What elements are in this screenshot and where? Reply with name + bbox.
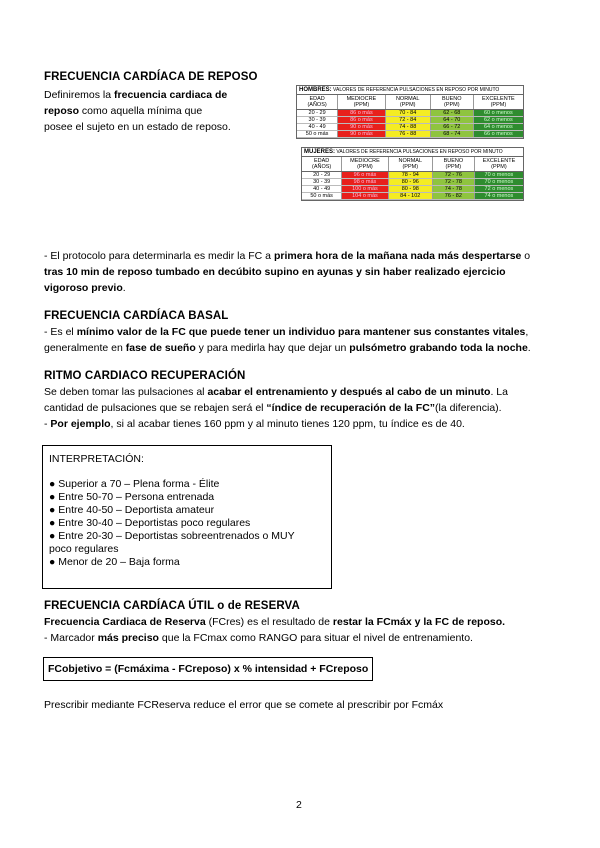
list-item: ● Entre 40-50 – Deportista amateur [49, 504, 215, 516]
header-cell: EDAD (AÑOS) [302, 157, 342, 172]
cell-mediocre: 100 o más [342, 186, 388, 193]
cell-excelente: 70 o menos [474, 172, 523, 179]
table-grid [297, 95, 523, 138]
table-row [297, 124, 523, 131]
cell-normal: 78 - 94 [388, 172, 432, 179]
reposo-paragraph [44, 87, 231, 135]
list-item: ● Entre 30-40 – Deportistas poco regulares [49, 517, 251, 529]
cell-bueno: 76 - 82 [432, 193, 474, 200]
table-hombres [296, 85, 524, 139]
text-bold: “índice de recuperación de la FC” [266, 402, 436, 414]
text: y para medirla hay que dejar un [195, 342, 350, 354]
header-cell: EXCELENTE (PPM) [474, 157, 523, 172]
table-header-row [297, 95, 523, 110]
text: que la FCmax como RANGO para situar el nivel de entrenamiento. [158, 632, 473, 644]
cell-mediocre: 96 o más [342, 172, 388, 179]
cell-normal: 74 - 88 [385, 124, 430, 131]
cell-bueno: 72 - 78 [432, 179, 474, 186]
caption-text: VALORES DE REFERENCIA PULSACIONES EN REPOSO POR MINUTO [331, 87, 500, 93]
cell-age: 20 - 29 [302, 172, 342, 179]
cell-mediocre: 104 o más [342, 193, 388, 200]
text: posee el sujeto en un estado de reposo. [44, 121, 231, 133]
basal-paragraph [44, 324, 564, 356]
text-bold: Por ejemplo [50, 418, 111, 430]
recuperacion-paragraph [44, 384, 564, 432]
cell-mediocre: 86 o más [338, 117, 385, 124]
table-row [297, 110, 523, 117]
text-bold: restar la FCmáx y la FC de reposo. [332, 616, 506, 628]
text-bold: primera hora de la mañana nada más despertarse [273, 250, 522, 262]
header-cell: NORMAL (PPM) [388, 157, 432, 172]
text-bold: mínimo valor de la FC que puede tener un individuo para mantener sus constantes vitales [76, 326, 526, 338]
interpretacion-title: INTERPRETACIÓN: [49, 453, 144, 465]
table-row [302, 193, 523, 200]
caption-bold: MUJERES: [304, 149, 336, 155]
cell-age: 30 - 39 [297, 117, 338, 124]
cell-mediocre: 90 o más [338, 124, 385, 131]
header-cell: BUENO (PPM) [430, 95, 473, 110]
cell-age: 20 - 29 [297, 110, 338, 117]
interpretacion-list [49, 478, 295, 569]
cell-age: 30 - 39 [302, 179, 342, 186]
text-bold: fase de sueño [125, 342, 196, 354]
section-title-reposo: FRECUENCIA CARDÍACA DE REPOSO [44, 71, 258, 83]
section-title-recuperacion: RITMO CARDIACO RECUPERACIÓN [44, 370, 246, 382]
note-paragraph: Prescribir mediante FCReserva reduce el error que se comete al prescribir por Fcmáx [44, 699, 444, 711]
cell-excelente: 74 o menos [474, 193, 523, 200]
cell-excelente: 66 o menos [473, 131, 523, 138]
list-item: ● Menor de 20 – Baja forma [49, 556, 180, 568]
table-mujeres [301, 147, 524, 201]
cell-normal: 80 - 96 [388, 179, 432, 186]
caption-bold: HOMBRES: [299, 87, 332, 93]
cell-excelente: 62 o menos [473, 117, 523, 124]
text: - Marcador [44, 632, 98, 644]
interpretacion-box [42, 445, 332, 589]
cell-bueno: 68 - 74 [430, 131, 473, 138]
header-cell: NORMAL (PPM) [385, 95, 430, 110]
text-bold: pulsómetro grabando toda la noche [349, 342, 528, 354]
formula-box: FCobjetivo = (Fcmáxima - FCreposo) x % intensidad + FCreposo [43, 657, 373, 681]
cell-excelente: 60 o menos [473, 110, 523, 117]
header-cell: MEDIOCRE (PPM) [342, 157, 388, 172]
cell-excelente: 70 o menos [474, 179, 523, 186]
table-caption [297, 86, 523, 95]
list-item: ● Entre 20-30 – Deportistas sobreentrenados o MUY [49, 530, 295, 542]
text: como aquella mínima que [79, 105, 203, 117]
cell-bueno: 72 - 76 [432, 172, 474, 179]
table-row [297, 117, 523, 124]
list-item: ● Entre 50-70 – Persona entrenada [49, 491, 215, 503]
text-bold: reposo [44, 105, 80, 117]
page-number: 2 [296, 799, 302, 811]
text: - Es el [44, 326, 77, 338]
header-cell: EDAD (AÑOS) [297, 95, 338, 110]
text-bold: más preciso [97, 632, 159, 644]
header-cell: MEDIOCRE (PPM) [338, 95, 385, 110]
text: . La [490, 386, 508, 398]
text-bold: tras 10 min de reposo tumbado en decúbito supino en ayunas y sin haber realizado ejercicio [44, 266, 506, 278]
cell-age: 40 - 49 [302, 186, 342, 193]
cell-mediocre: 90 o más [338, 131, 385, 138]
text: . [122, 282, 126, 294]
text: o [521, 250, 531, 262]
header-cell: EXCELENTE (PPM) [473, 95, 523, 110]
protocol-paragraph [44, 248, 564, 296]
table-row [302, 186, 523, 193]
table-caption [302, 148, 523, 157]
text-bold: acabar el entrenamiento y después al cabo de un minuto [207, 386, 491, 398]
text: generalmente en [44, 342, 126, 354]
text-bold: Frecuencia Cardiaca de Reserva [44, 616, 206, 628]
text: Se deben tomar las pulsaciones al [44, 386, 208, 398]
list-item: ● Superior a 70 – Plena forma - Élite [49, 478, 220, 490]
table-grid [302, 157, 523, 200]
cell-bueno: 74 - 78 [432, 186, 474, 193]
text-bold: frecuencia cardiaca de [114, 89, 228, 101]
cell-age: 50 o más [302, 193, 342, 200]
header-cell: BUENO (PPM) [432, 157, 474, 172]
cell-bueno: 66 - 72 [430, 124, 473, 131]
text: - El protocolo para determinarla es medir la FC a [44, 250, 274, 262]
section-title-util: FRECUENCIA CARDÍACA ÚTIL o de RESERVA [44, 600, 300, 612]
list-item: poco regulares [49, 543, 119, 555]
table-row [302, 172, 523, 179]
cell-normal: 80 - 98 [388, 186, 432, 193]
text: cantidad de pulsaciones que se rebajen será el [44, 402, 267, 414]
table-row [302, 179, 523, 186]
cell-bueno: 62 - 68 [430, 110, 473, 117]
cell-normal: 72 - 84 [385, 117, 430, 124]
cell-bueno: 64 - 70 [430, 117, 473, 124]
section-title-basal: FRECUENCIA CARDÍACA BASAL [44, 310, 229, 322]
text: , [525, 326, 529, 338]
text: , si al acabar tienes 160 ppm y al minuto tienes 120 ppm, tu índice es de 40. [110, 418, 465, 430]
text: . [527, 342, 531, 354]
util-paragraph [44, 614, 564, 646]
text: Definiremos la [44, 89, 115, 101]
table-row [297, 131, 523, 138]
text-bold: vigoroso previo [44, 282, 123, 294]
text: - [44, 418, 51, 430]
cell-excelente: 64 o menos [473, 124, 523, 131]
text: (FCres) es el resultado de [205, 616, 333, 628]
caption-text: VALORES DE REFERENCIA PULSACIONES EN REPOSO POR MINUTO [335, 149, 503, 155]
cell-age: 50 o más [297, 131, 338, 138]
cell-mediocre: 98 o más [342, 179, 388, 186]
text: (la diferencia). [435, 402, 502, 414]
cell-mediocre: 86 o más [338, 110, 385, 117]
cell-age: 40 - 49 [297, 124, 338, 131]
cell-normal: 76 - 88 [385, 131, 430, 138]
cell-normal: 84 - 102 [388, 193, 432, 200]
cell-excelente: 72 o menos [474, 186, 523, 193]
table-header-row [302, 157, 523, 172]
cell-normal: 70 - 84 [385, 110, 430, 117]
